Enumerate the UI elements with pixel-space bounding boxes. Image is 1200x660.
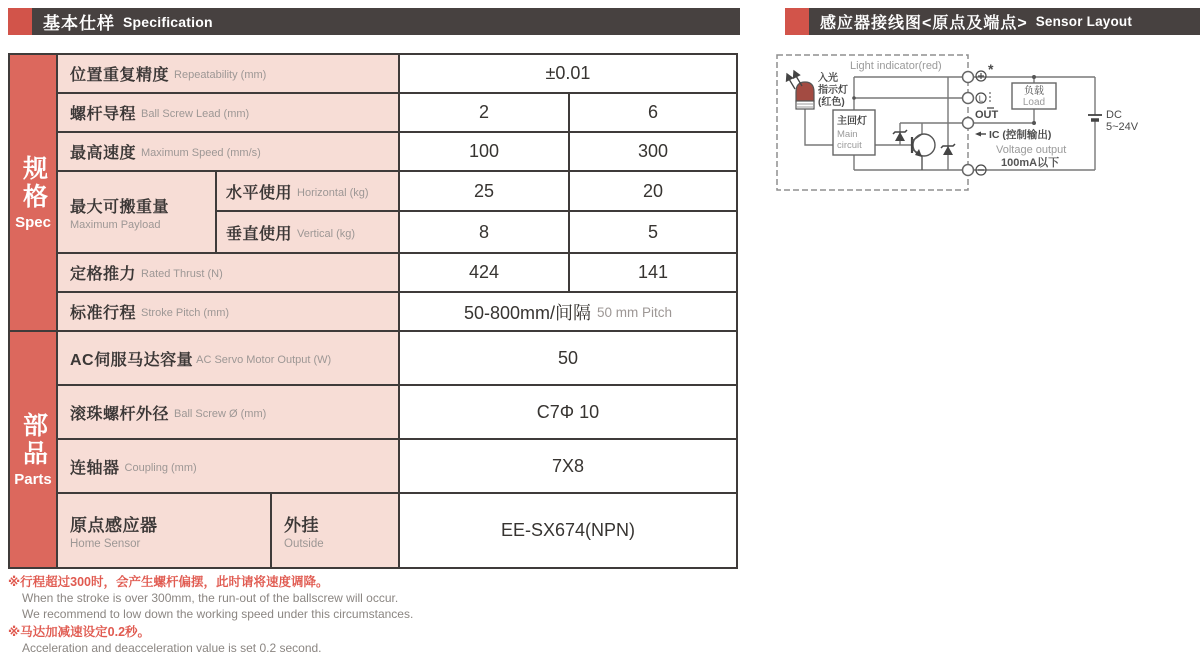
section-strip-parts-zh: 部品 (19, 411, 48, 468)
current-limit-label: 100mA以下 (1001, 157, 1060, 169)
value-speed-300: 300 (570, 133, 736, 170)
value-thrust-424: 424 (400, 254, 568, 291)
battery-icon (1088, 115, 1102, 120)
plus-terminal-icon (976, 71, 986, 81)
label-en: Vertical (kg) (297, 227, 356, 240)
footnotes (8, 573, 648, 657)
main-circuit-label-en2: circuit (837, 140, 862, 151)
spec-header-title-en: Specification (123, 13, 213, 30)
label-zh: 定格推力 (70, 266, 137, 283)
label-en: Ball Screw Lead (mm) (141, 108, 250, 120)
label-zh: 螺杆导程 (70, 106, 137, 123)
label-en: Rated Thrust (N) (141, 268, 223, 280)
row-label-motor-output (58, 332, 398, 384)
footnote-stroke-warning-en1: When the stroke is over 300mm, the run-out of the ballscrew will occur. (22, 591, 399, 606)
label-zh: 标准行程 (70, 305, 137, 322)
row-label-repeatability (58, 55, 398, 92)
ic-arrow-icon (975, 132, 986, 137)
junction-dots (852, 75, 1036, 125)
ic-output-label: IC (控制输出) (989, 129, 1052, 141)
label-en: Maximum Speed (mm/s) (141, 147, 261, 159)
row-label-ball-screw-lead (58, 94, 398, 131)
row-label-max-payload (58, 172, 215, 252)
section-strip-spec-en: Spec (15, 213, 51, 231)
light-indicator-label-zh1: 入光 (818, 73, 838, 84)
section-strip-spec (10, 55, 56, 330)
label-en: Stroke Pitch (mm) (141, 307, 230, 319)
spec-header-title-zh: 基本仕样 (43, 14, 115, 33)
sensor-wiring-diagram (770, 45, 1200, 195)
row-label-vertical (217, 212, 398, 252)
label-zh: AC伺服马达容量 (70, 351, 194, 369)
star-mark: * (988, 61, 994, 77)
sensor-header-title-en: Sensor Layout (1035, 14, 1133, 29)
zener-diode-icon (893, 130, 907, 141)
red-accent-square-icon (8, 8, 32, 35)
load-label-zh: 负载 (1024, 86, 1044, 97)
main-circuit-label-en1: Main (837, 129, 858, 140)
value-stroke-pitch (400, 293, 736, 330)
label-en: Repeatability (mm) (174, 69, 267, 81)
section-strip-spec-zh: 规格 (19, 154, 48, 211)
value-motor-output: 50 (400, 332, 736, 384)
value-horizontal-25: 25 (400, 172, 568, 210)
light-indicator-label-zh2: 指示灯 (818, 85, 848, 96)
footnote-stroke-warning-en2: We recommend to low down the working speed under this circumstances. (22, 606, 414, 621)
zener-diode-icon (941, 144, 955, 155)
red-accent-square-icon (785, 8, 809, 35)
row-label-home-sensor-type (272, 494, 398, 567)
value-vertical-8: 8 (400, 212, 568, 252)
value-coupling: 7X8 (400, 440, 736, 492)
l-terminal-letter: L (978, 94, 984, 104)
row-label-rated-thrust (58, 254, 398, 291)
value-lead-2: 2 (400, 94, 568, 131)
row-label-horizontal (217, 172, 398, 210)
transistor-icon (912, 134, 935, 170)
section-strip-parts (10, 332, 56, 567)
light-indicator-label-zh3: (红色) (818, 97, 845, 108)
label-zh: 外挂 (284, 516, 319, 535)
dc-label: DC (1106, 109, 1122, 121)
value-horizontal-20: 20 (570, 172, 736, 210)
label-en: Home Sensor (70, 538, 141, 550)
dc-voltage-label: 5~24V (1106, 121, 1139, 133)
label-zh: 垂直使用 (226, 225, 293, 243)
spec-section-header (8, 8, 740, 35)
stroke-pitch-sub: 50 mm Pitch (597, 305, 673, 320)
label-en: Ball Screw Ø (mm) (174, 407, 267, 420)
label-zh: 最高速度 (70, 145, 137, 162)
sensor-header-bar (809, 8, 1200, 35)
load-label-en: Load (1022, 97, 1046, 108)
spec-header-bar (32, 8, 740, 35)
light-indicator-label-en: Light indicator(red) (850, 60, 942, 72)
voltage-output-label: Voltage output (996, 144, 1067, 156)
row-label-stroke-pitch (58, 293, 398, 330)
row-label-home-sensor (58, 494, 270, 567)
row-label-coupling (58, 440, 398, 492)
l-terminal-icon (976, 92, 994, 108)
value-lead-6: 6 (570, 94, 736, 131)
out-terminal-label: OUT (975, 109, 999, 121)
specification-table (8, 53, 738, 569)
value-speed-100: 100 (400, 133, 568, 170)
row-label-ball-screw-dia (58, 386, 398, 438)
sensor-header-title-zh: 感应器接线图<原点及端点> (820, 15, 1028, 32)
value-repeatability: ±0.01 (400, 55, 736, 92)
value-thrust-141: 141 (570, 254, 736, 291)
label-en: AC Servo Motor Output (W) (196, 353, 332, 366)
footnote-accel-zh: ※马达加减速设定0.2秒。 (8, 624, 151, 639)
row-label-max-speed (58, 133, 398, 170)
label-en: Coupling (mm) (124, 461, 197, 474)
label-zh: 水平使用 (226, 184, 293, 202)
label-zh: 连轴器 (70, 459, 120, 477)
value-vertical-5: 5 (570, 212, 736, 252)
label-zh: 原点感应器 (70, 516, 158, 535)
sensor-section-header (785, 8, 1200, 35)
main-circuit-label-zh: 主回灯 (837, 116, 867, 127)
stroke-pitch-main: 50-800mm/间隔 (463, 302, 591, 323)
section-strip-parts-en: Parts (14, 470, 52, 488)
label-en: Outside (284, 538, 324, 550)
terminal-circles (963, 72, 974, 176)
footnote-stroke-warning-zh: ※行程超过300时，会产生螺杆偏摆，此时请将速度调降。 (8, 575, 329, 589)
footnote-accel-en: Acceleration and deacceleration value is set 0.2 second. (22, 640, 322, 655)
value-ball-screw-dia: C7Φ 10 (400, 386, 736, 438)
label-zh: 最大可搬重量 (70, 198, 170, 216)
label-en: Maximum Payload (70, 218, 161, 231)
led-indicator-icon (796, 82, 814, 109)
main-circuit-box (833, 110, 875, 155)
value-home-sensor: EE-SX674(NPN) (400, 494, 736, 567)
label-zh: 滚珠螺杆外径 (70, 405, 170, 423)
load-box (1012, 83, 1056, 109)
label-zh: 位置重复精度 (70, 67, 170, 84)
label-en: Horizontal (kg) (297, 186, 369, 199)
